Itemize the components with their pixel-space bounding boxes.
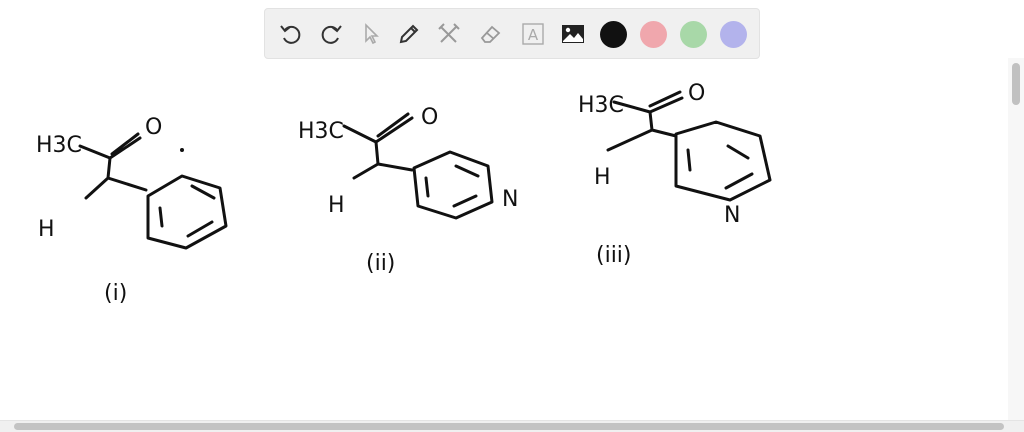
color-lavender-swatch[interactable]	[720, 21, 747, 48]
molecule-3-methyl: H3C	[578, 93, 624, 118]
molecule-2-methyl: H3C	[298, 119, 344, 144]
image-icon[interactable]	[557, 18, 589, 50]
tools-icon[interactable]	[433, 18, 465, 50]
molecule-3-nitrogen: N	[724, 203, 741, 228]
pointer-icon[interactable]	[355, 18, 387, 50]
molecule-2	[298, 105, 518, 276]
whiteboard-canvas[interactable]	[0, 60, 1008, 418]
molecule-2-nitrogen: N	[502, 187, 519, 212]
horizontal-scrollbar[interactable]	[0, 420, 1024, 432]
drawing-toolbar	[264, 8, 760, 59]
color-green-swatch[interactable]	[680, 21, 707, 48]
molecule-1	[36, 115, 226, 306]
molecule-3-oxygen: O	[688, 81, 706, 106]
color-pink-swatch[interactable]	[640, 21, 667, 48]
redo-icon[interactable]	[315, 18, 347, 50]
vertical-scrollbar[interactable]	[1008, 58, 1024, 420]
eraser-icon[interactable]	[475, 18, 507, 50]
text-icon[interactable]	[517, 18, 549, 50]
horizontal-scrollbar-thumb[interactable]	[14, 423, 1004, 430]
molecule-3	[578, 81, 770, 268]
text-tool-glyph: A	[527, 26, 539, 44]
molecule-2-label: (ii)	[366, 251, 396, 276]
molecule-3-hydrogen: H	[594, 165, 611, 190]
pen-icon[interactable]	[393, 18, 425, 50]
molecule-1-hydrogen: H	[38, 217, 55, 242]
vertical-scrollbar-thumb[interactable]	[1012, 63, 1020, 105]
molecule-1-oxygen: O	[145, 115, 163, 140]
molecule-2-hydrogen: H	[328, 193, 345, 218]
molecule-3-label: (iii)	[596, 243, 632, 268]
molecule-1-label: (i)	[104, 281, 128, 306]
color-black-swatch[interactable]	[600, 21, 627, 48]
undo-icon[interactable]	[275, 18, 307, 50]
molecule-2-oxygen: O	[421, 105, 439, 130]
molecule-1-methyl: H3C	[36, 133, 82, 158]
